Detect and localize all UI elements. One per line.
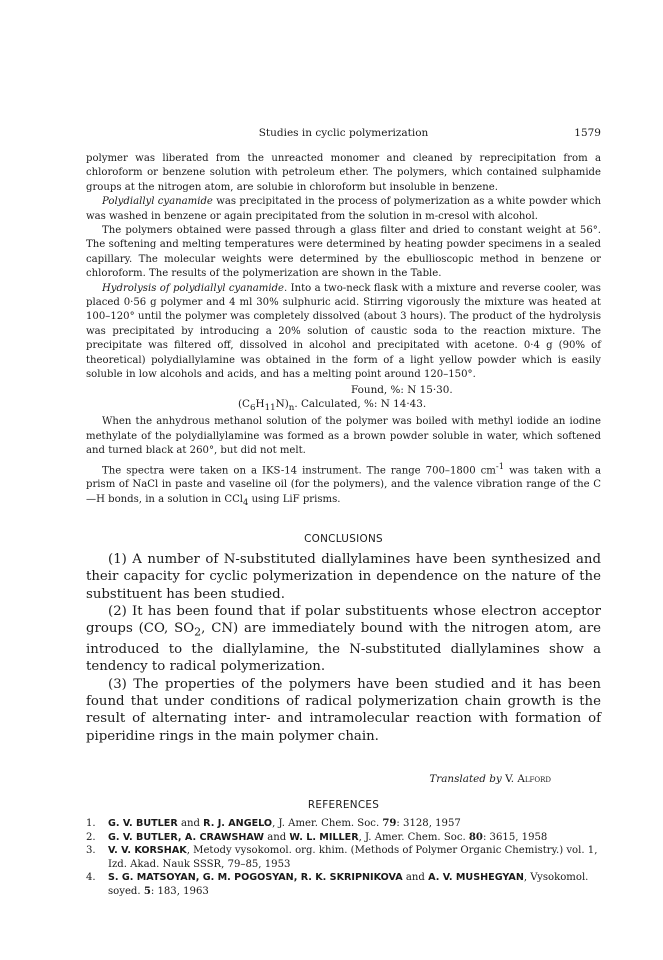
conclusions-heading: CONCLUSIONS <box>304 533 383 545</box>
reference-volume: 79 <box>382 818 397 829</box>
reference-item <box>86 831 601 845</box>
reference-and: and <box>177 818 204 829</box>
reference-source: , Vysokomol. soyed. <box>108 872 589 897</box>
paragraph-polymer-characterization: The polymers obtained were passed through a glass filter and dried to constant weight at 56°. The softening and melting temperatures were determined by heating powder specimens in a sealed capillary. The molecular weights were determined by the ebullioscopic method in benzene or chloroform. The results of the polymerization are shown in the Table. <box>86 225 601 280</box>
analysis-found: Found, %: N 15·30. <box>351 383 453 396</box>
running-title: Studies in cyclic polymerization <box>258 127 429 139</box>
conclusion-2 <box>86 603 601 676</box>
text-run: , CN) are immediately bound with the nitrogen atom, are introduced to the diallylamine, the N-substituted diallylamines show a tendency to radical polymerization. <box>86 621 601 675</box>
text-run: was taken with a prism of NaCl in paste and vaseline oil (for the polymers), and the valence vibration range of the C—H bonds, in a solution in CCl <box>86 464 602 505</box>
subscript: 4 <box>243 496 249 507</box>
experimental-text <box>86 152 601 509</box>
text-run: (2) It has been found that if polar substituents whose electron acceptor groups (CO, SO <box>86 603 601 637</box>
superscript: -1 <box>495 460 505 471</box>
reference-volume: 5 <box>143 885 151 897</box>
reference-pages: : 3128, 1957 <box>396 818 461 829</box>
paragraph-body: Into a two-neck flask with a mixture and reverse cooler, was placed 0·56 g polymer and 4 ml 30% sulphuric acid. Stirring vigorously the mixture was heated at 100–120° until the polymer was completely dissolved (about 3 hours). The product of the hydrolysis was precipitated by introducing a 20% solution of caustic soda to the reaction mixture. The precipitate was filtered off, dissolved in alcohol and precipitated with acetone. 0·4 g (90% of theoretical) polydiallylamine was obtained in the form of a light yellow powder which is easily soluble in low alcohols and acids, and has a melting point around 120–150°. <box>86 282 601 381</box>
paragraph-spectra <box>86 459 601 510</box>
running-header <box>86 127 601 143</box>
reference-item <box>86 844 601 871</box>
reference-authors: A. V. MUSHEGYAN <box>428 872 524 884</box>
subscript: 2 <box>194 625 202 639</box>
reference-volume: 80 <box>468 831 483 843</box>
references-heading: REFERENCES <box>307 799 380 811</box>
formula-sub: n <box>288 402 295 413</box>
reference-source: , J. Amer. Chem. Soc. <box>358 831 469 843</box>
paragraph-lead: Polydiallyl cyanamide <box>102 196 213 208</box>
conclusion-1: (1) A number of N-substituted diallylamines have been synthesized and their capacity for cyclic polymerization in dependence on the nature of the substituent has been studied. <box>86 552 601 602</box>
formula-part: (C <box>238 397 251 410</box>
reference-authors: G. V. BUTLER, A. CRAWSHAW <box>108 831 265 843</box>
conclusion-3: (3) The properties of the polymers have been studied and it has been found that under conditions of radical polymerization chain growth is the result of alternating inter- and intramolecular reaction with formation of piperidine rings in the main polymer chain. <box>86 676 601 744</box>
reference-source: , Metody vysokomol. org. khim. (Methods of Polymer Organic Chemistry.) vol. 1, Izd. Akad. Nauk SSSR, 79–85, 1953 <box>108 845 598 870</box>
reference-and: and <box>264 831 290 843</box>
reference-authors: G. V. BUTLER <box>108 818 178 829</box>
reference-source: , J. Amer. Chem. Soc. <box>272 818 383 829</box>
reference-authors: S. G. MATSOYAN, G. M. POGOSYAN, R. K. SKRIPNIKOVA <box>108 872 403 884</box>
reference-number: 1. <box>86 818 96 829</box>
paragraph-body: was precipitated in the process of polymerization as a white powder which was washed in benzene or again precipitated from the solution in m-cresol with alcohol. <box>86 196 602 222</box>
formula-part: N) <box>275 397 289 410</box>
formula-sub: 6 <box>250 402 256 413</box>
page-number: 1579 <box>574 127 601 139</box>
formula-part: H <box>255 397 265 410</box>
reference-pages: : 183, 1963 <box>150 885 209 897</box>
formula-part: . Calculated, %: N 14·43. <box>294 397 427 410</box>
reference-authors: R. J. ANGELO <box>203 818 273 829</box>
paragraph-polydiallyl-cyanamide <box>86 195 601 224</box>
reference-list <box>86 817 601 899</box>
translated-by-label: Translated by <box>429 773 502 785</box>
translator-credit <box>86 773 551 785</box>
reference-and: and <box>402 872 429 884</box>
paragraph-reprecipitation: polymer was liberated from the unreacted monomer and cleaned by reprecipitation from a chloroform or benzene solution with petroleum ether. The polymers, which contained sulphamide groups at the nitrogen atom, are solubie in chloroform but insoluble in benzene. <box>86 153 601 193</box>
reference-item <box>86 817 601 831</box>
reference-authors: W. L. MILLER <box>289 831 359 843</box>
reference-number: 3. <box>86 845 96 857</box>
text-run: The spectra were taken on a IKS-14 instrument. The range 700–1800 cm <box>102 464 496 476</box>
reference-number: 2. <box>86 831 96 843</box>
reference-item <box>86 871 601 898</box>
reference-pages: : 3615, 1958 <box>482 831 548 843</box>
conclusions-text <box>86 551 601 745</box>
paragraph-iodine-methylate: When the anhydrous methanol solution of the polymer was boiled with methyl iodide an iodine methylate of the polydiallylamine was formed as a brown powder soluble in water, which softened and turned black at 260°, but did not melt. <box>86 416 601 457</box>
translator-name: V. Alford <box>505 773 551 785</box>
reference-authors: V. V. KORSHAK <box>108 845 187 857</box>
analysis-calculated <box>86 397 601 415</box>
reference-number: 4. <box>86 872 96 884</box>
paragraph-hydrolysis <box>86 282 601 383</box>
text-run: using LiF prisms. <box>248 493 341 505</box>
paragraph-lead: Hydrolysis of polydiallyl cyanamide. <box>102 282 288 294</box>
formula-sub: 11 <box>264 402 276 413</box>
